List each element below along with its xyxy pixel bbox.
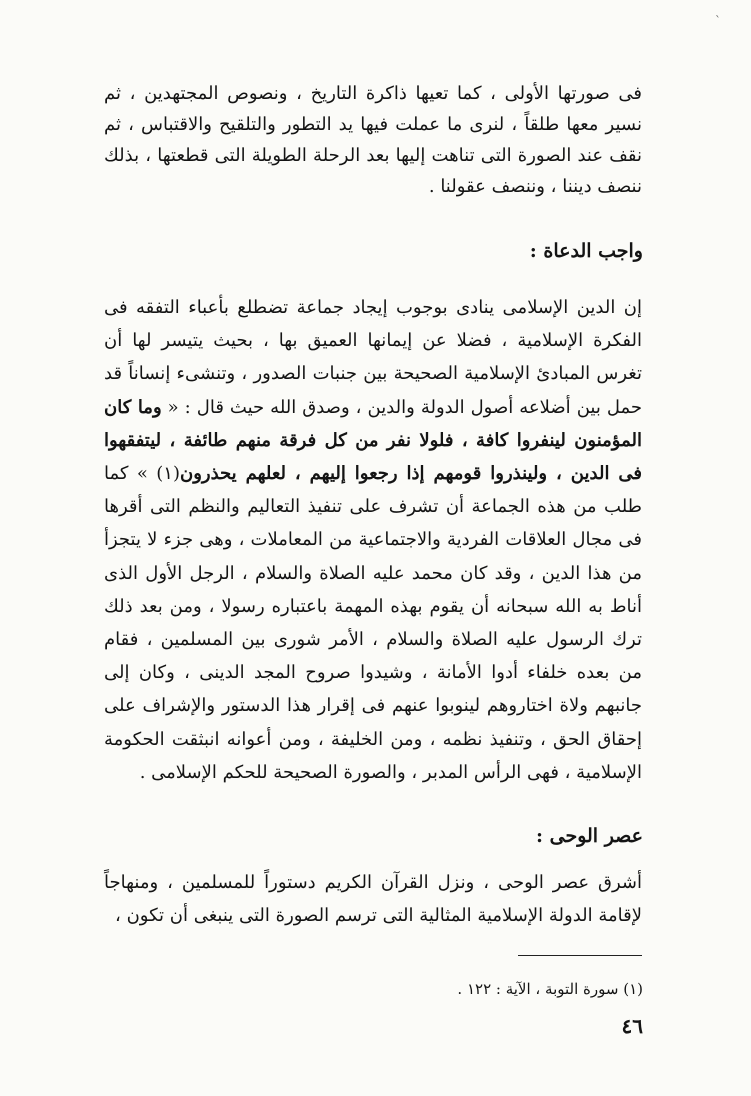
- footnote-divider: [518, 955, 642, 956]
- paragraph-duty-part-2: » كما طلب من هذه الجماعة أن تشرف على تنفيذ التعاليم والنظم التى أقرها فى مجال العلاقات الفردية والاجتماعية من المعاملات ، وهى جزء لا يتجزأ من هذا الدين ، وقد كان محمد عليه الصلاة والسلام ، الرجل الأول الذى أناط به الله سبحانه أن يقوم بهذه المهمة باعتباره رسولا ، ومن بعد ذلك ترك الرسول عليه الصلاة والسلام ، الأمر شورى بين المسلمين ، فقام من بعده خلفاء أدوا الأمانة ، وشيدوا صروح المجد الدينى ، وكان إلى جانبهم ولاة اختاروهم لينوبوا عنهم فى إقرار هذا الدستور والإشراف على إحقاق الحق ، وتنفيذ نظمه ، ومن الخليفة ، ومن أعوانه انبثقت الحكومة الإسلامية ، فهى الرأس المدبر ، والصورة الصحيحة للحكم الإسلامى .: [104, 463, 642, 783]
- quran-quote: وما كان المؤمنون لينفروا كافة ، فلولا نفر من كل فرقة منهم طائفة ، ليتفقهوا فى الدين ، ولينذروا قومهم إذا رجعوا إليهم ، لعلهم يحذرون: [104, 396, 642, 485]
- footnote: (١) سورة التوبة ، الآية : ١٢٢ .: [457, 980, 643, 998]
- page-number: ٤٦: [621, 1014, 643, 1038]
- paragraph-duty: [104, 291, 642, 789]
- paragraph-intro: فى صورتها الأولى ، كما تعيها ذاكرة التاريخ ، ونصوص المجتهدين ، ثم نسير معها طلقاً ، لنرى ما عملت فيها يد التطور والتلقيح والاقتباس ، ثم نقف عند الصورة التى تناهت إليها بعد الرحلة الطويلة التى قطعتها ، بذلك ننصف ديننا ، وننصف عقولنا .: [104, 83, 642, 197]
- section-heading-duty-of-preachers: واجب الدعاة :: [529, 240, 643, 262]
- scan-mark: `: [715, 14, 721, 28]
- footnote-reference: (١): [156, 463, 180, 485]
- section-heading-age-of-revelation: عصر الوحى :: [535, 825, 643, 847]
- paragraph-duty-part-1: إن الدين الإسلامى ينادى بوجوب إيجاد جماعة تضطلع بأعباء التفقه فى الفكرة الإسلامية ، فضلا عن إيمانها العميق بها ، بحيث يتيسر لها أن تغرس المبادئ الإسلامية الصحيحة بين جنبات الصدور ، وتنشىء إنساناً قد حمل بين أضلاعه أصول الدولة والدين ، وصدق الله حيث قال : «: [104, 297, 643, 418]
- paragraph-revelation: أشرق عصر الوحى ، ونزل القرآن الكريم دستوراً للمسلمين ، ومنهاجاً لإقامة الدولة الإسلامية المثالية التى ترسم الصورة التى ينبغى أن تكون ،: [104, 872, 642, 926]
